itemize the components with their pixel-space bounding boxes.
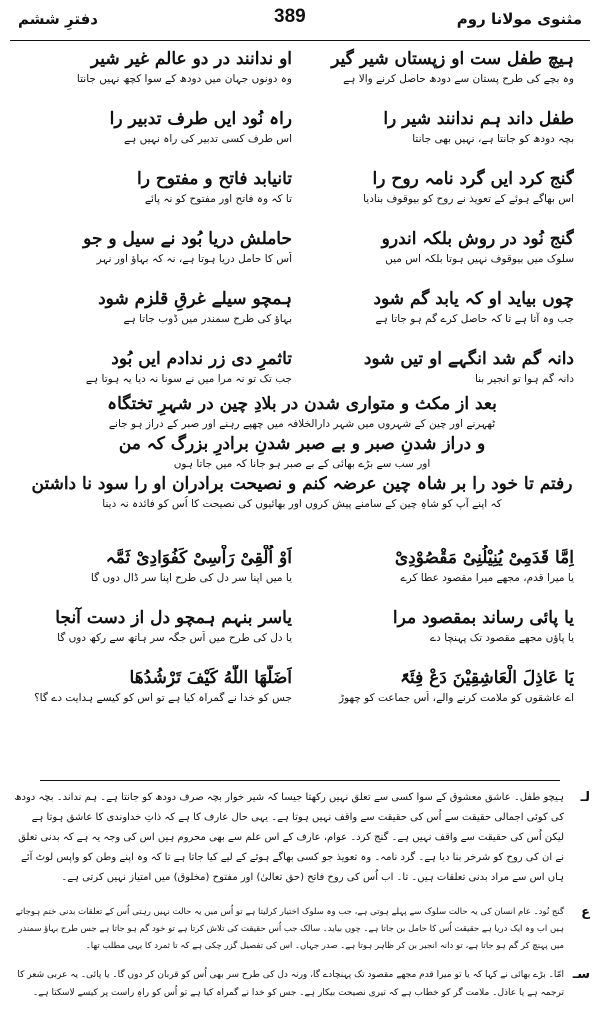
translation-line: اُس کا حامل دریا ہوتا ہے، نہ کہ بہاؤ اور نہر xyxy=(96,253,292,265)
translation-line: یا میں اپنا سر دل کی طرح اپنا سر ڈال دوں گا xyxy=(90,572,292,584)
arabic-verse-section xyxy=(30,545,574,785)
page-header xyxy=(14,4,586,40)
footnote-text: گنج نُود۔ عام انسان کی یہ حالت سلوک سے پہلے ہوتی ہے، جب وہ سلوک اختیار کرلیتا ہے تو اُس میں یہ حالت نہیں رہتی اُس کے تعلقات بدنی ختم ہوجاتے ہیں اب وہ ایک دریا ہے حقیقت اُس کا حامل بن جاتا ہے۔ چوں بیاید۔ سالک جب اُس حقیقت کی تلاش کرتا ہے تو خود گم ہو جاتا ہے جس طرح بہاؤ سمندر میں پہنچ کر گم ہو جاتا ہے، تو دانہ انجیر بن کر ظاہر ہوتا ہے۔ صدر جہاں۔ اس کی تفصیل گزر چکی ہے کہ تا ثمرد کا یہی مطلب تھا۔ xyxy=(15,907,564,951)
book-title: مثنوی مولانا روم xyxy=(456,10,582,28)
heading-verse: رفتم تا خود را بر شاہ چین عرضہ کنم و نصیحت برادران او را سود نا داشتن xyxy=(31,474,573,494)
heading-translation: اور سب سے بڑے بھائی کے بے صبر ہو جانا کہ میں جاتا ہوں xyxy=(173,458,431,470)
footnote-1 xyxy=(10,788,590,898)
verse-line: او ندانند در دو عالم غیر شیر xyxy=(90,49,292,69)
verse-line: راہ نُود ایں طرف تدبیر را xyxy=(109,109,292,129)
verse-pair xyxy=(312,545,574,605)
verse-line: تانیابد فاتح و مفتوح را xyxy=(136,169,292,189)
translation-line: یا میرا قدم، مجھے میرا مقصود عطا کرے xyxy=(400,572,574,584)
verse-column-left-last xyxy=(30,346,292,392)
arabic-verse-line: یَا عَاذِلَ الْعَاشِقِیْنَ دَعْ فِئَۃً xyxy=(400,668,574,688)
verse-pair xyxy=(312,106,574,166)
verse-section xyxy=(30,46,574,366)
footnote-marker: سـ xyxy=(572,967,590,982)
verse-pair xyxy=(312,226,574,286)
translation-line: جب تک تو نہ مرا میں نے سونا نہ دیا یہ ہوتا ہے xyxy=(85,373,292,385)
heading-verse: و دراز شدنِ صبر و بے صبر شدنِ برادرِ بزرگ کہ من xyxy=(118,434,486,454)
translation-line: دانہ گم ہوا تو انجیر بنا xyxy=(474,373,574,385)
verse-pair xyxy=(30,226,292,286)
translation-line: بچہ دودھ کو جانتا ہے، نہیں بھی جانتا xyxy=(412,133,574,145)
header-rule xyxy=(10,40,590,41)
verse-pair xyxy=(312,46,574,106)
verse-pair xyxy=(30,665,292,725)
arabic-verse-line: اَضَلَّهَا اللّٰهُ کَیْفَ تَرْشُدُهَا xyxy=(129,668,292,688)
verse-line: چوں بیاید او کہ یابد گم شود xyxy=(373,289,574,309)
page-number: 389 xyxy=(274,6,306,27)
translation-line: بہاؤ کی طرح سمندر میں ڈوب جاتا ہے xyxy=(123,313,292,325)
heading-verse: بعد از مکث و متواری شدن در بلادِ چین در شہرِ تختگاہ xyxy=(107,394,497,414)
verse-pair xyxy=(30,166,292,226)
translation-line: یا دل کی طرح میں اُس جگہ سر ہاتھ سے رکھ دوں گا xyxy=(57,632,292,644)
translation-line: اس طرف کسی تدبیر کی راہ نہیں ہے xyxy=(124,133,292,145)
translation-line: وہ دونوں جہان میں دودھ کے سوا کچھ نہیں جانتا xyxy=(76,73,292,85)
footnote-text: ہیچو طفل۔ عاشق معشوق کے سوا کسی سے تعلق نہیں رکھتا جیسا کہ شیر خوار بچہ صرف دودھ کو جانتا ہے۔ ہم نداند۔ بچہ دودھ کی کوئی اجمالی حقیقت سے اُس کی حقیقت سے واقف نہیں ہوتا ہے۔ یہی حال عارف کا ہے کہ ذاتِ خداوندی کا عاشق ہوتا ہے لیکن اُس کی حقیقت سے واقف نہیں ہے۔ گنج کرد۔ عوام، عارف کے اس علم سے بھی محروم ہیں اس کی وجہ یہ ہے کہ بدنی تعلق نے ان کی روح کو شرخر بنا دیا ہے۔ گرد نامہ۔ وہ تعویذ جو کسی بھاگے ہوئے کے لیے کیا جاتا ہے تا کہ وہ اپنے وطن کو واپس لوٹ آئے ہاں اس سے مراد بدنی تعلقات ہیں۔ تا۔ اب اُس کی روح فاتح (حق تعالیٰ) اور مفتوح (مخلوق) میں امتیاز نہیں کرتی ہے۔ xyxy=(14,792,564,883)
verse-column-right xyxy=(312,46,574,346)
verse-line: گنج کرد ایں گرد نامہ روح را xyxy=(372,169,574,189)
arabic-verse-line: اَوْ اُلْقِیْ رَاْسِیْ کَفُوَادِیْ ثَمَّہ xyxy=(105,548,292,568)
translation-line: اے عاشقوں کو ملامت کرنے والے، اُس جماعت کو چھوڑ xyxy=(339,692,574,704)
verse-line: حاملش دریا بُود نے سیل و جو xyxy=(83,229,292,249)
verse-pair xyxy=(30,545,292,605)
verse-line: دانہ گم شد انگہے او تیں شود xyxy=(363,349,574,369)
verse-pair xyxy=(30,46,292,106)
footnote-2 xyxy=(10,904,590,955)
verse-pair xyxy=(30,605,292,665)
verse-column-left xyxy=(30,46,292,346)
translation-line: سلوک میں بیوقوف نہیں ہوتا بلکہ اس میں xyxy=(385,253,574,265)
verse-pair xyxy=(30,286,292,346)
heading-translation: ٹھہرنے اور چین کے شہروں میں شہر دارالخلافہ میں چھپے رہنے اور صبر کے دراز ہو جانے xyxy=(108,418,496,430)
verse-line: یاسر بنہم ہمچو دل از دست آنجا xyxy=(55,608,292,628)
verse-line: ہمچو سیلے غرقِ قلزم شود xyxy=(98,289,292,309)
footnote-text: امّا۔ بڑے بھائی نے کہا کہ یا تو میرا قدم مجھے مقصود تک پہنچادے گا، ورنہ دل کی طرح سر بھی اُس کو قربان کر دوں گا۔ یا پائی۔ یہ عربی شعر کا ترجمہ ہے یا عاذل۔ ملامت گر کو خطاب ہے کہ تیری نصیحت بیکار ہے۔ جس کو خدا نے گمراہ کیا ہے تو اُس کو راہِ راست پر کیسے لاسکتا ہے۔ xyxy=(17,970,564,998)
verse-column-right-last xyxy=(312,346,574,392)
volume-title: دفترِ ششم xyxy=(18,10,98,28)
verse-pair xyxy=(312,665,574,725)
footnote-3 xyxy=(10,966,590,1002)
verse-pair xyxy=(312,605,574,665)
arabic-column-right xyxy=(312,545,574,725)
verse-pair xyxy=(312,286,574,346)
footnote-marker: لـ xyxy=(580,790,590,805)
heading-translation: کہ اپنے آپ کو شاہِ چین کے سامنے پیش کروں اور بھائیوں کی نصیحت کا اُس کو فائدہ نہ دینا xyxy=(102,498,502,510)
verse-line: گنج نُود در روش بلکہ اندرو xyxy=(381,229,574,249)
arabic-verse-line: اِمَّا قَدَمِیْ یُنِیْلُنِیْ مَقْصُوْدِیْ xyxy=(394,548,574,568)
verse-section-last xyxy=(30,346,574,386)
footnote-marker: ع xyxy=(581,905,590,920)
verse-line: ہیچ طفل ست او زپستاں شیر گیر xyxy=(331,49,574,69)
translation-line: اس بھاگے ہوئے کے تعویذ نے روح کو بیوقوف بنادیا xyxy=(363,193,574,205)
translation-line: تا کہ وہ فاتح اور مفتوح کو نہ پائے xyxy=(144,193,292,205)
translation-line: جس کو خدا نے گمراہ کیا ہے تو اس کو کیسے ہدایت دے گا؟ xyxy=(34,692,292,704)
arabic-column-left xyxy=(30,545,292,725)
section-heading-block xyxy=(30,392,574,512)
verse-pair xyxy=(30,106,292,166)
verse-pair xyxy=(312,166,574,226)
translation-line: یا پاؤں مجھے مقصود تک پہنچا دے xyxy=(430,632,574,644)
verse-line: تاثمرِ دی زر ندادم ایں بُود xyxy=(111,349,292,369)
footnote-rule xyxy=(40,780,560,781)
translation-line: جب وہ آتا ہے تا کہ حاصل کرے گم ہو جاتا ہے xyxy=(375,313,574,325)
verse-line: یا پائی رساند بمقصود مرا xyxy=(392,608,574,628)
translation-line: وہ بچے کی طرح پستان سے دودھ حاصل کرنے والا ہے xyxy=(343,73,574,85)
verse-line: طفل داند ہم ندانند شیر را xyxy=(383,109,574,129)
